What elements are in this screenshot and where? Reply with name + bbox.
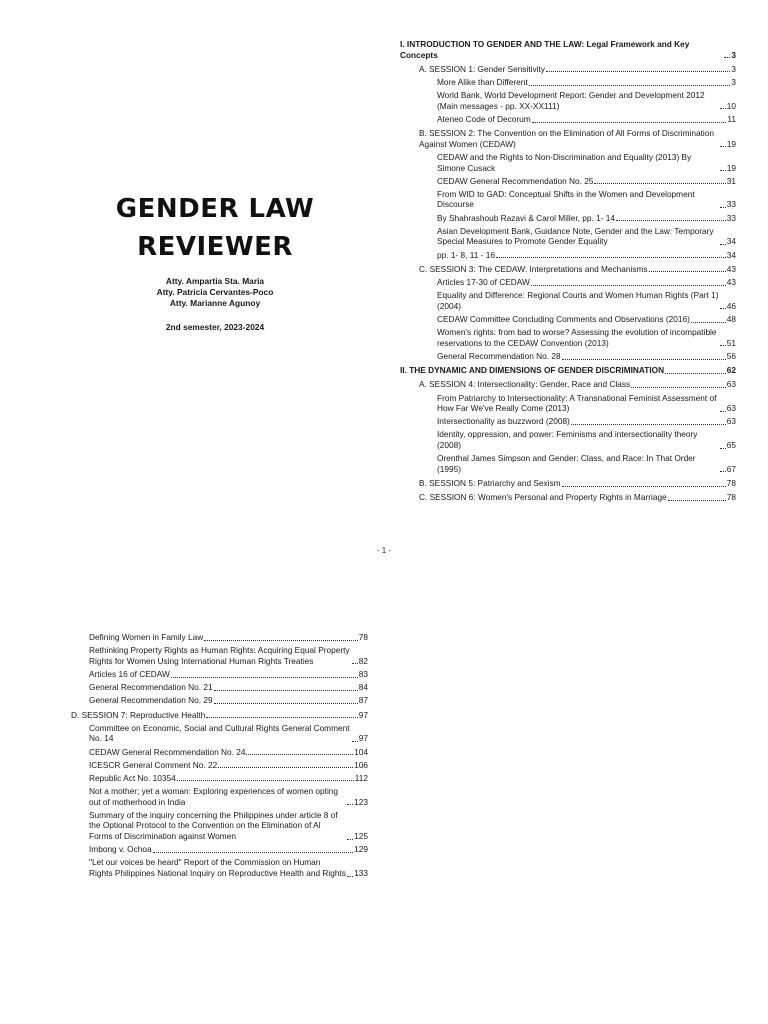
toc-leader-dots: [352, 663, 358, 664]
toc-entry[interactable]: [437, 152, 736, 173]
toc-leader-dots: [720, 146, 726, 147]
toc-page-number: 48: [726, 313, 736, 324]
toc-entry[interactable]: [400, 365, 736, 376]
toc-leader-dots: [720, 411, 726, 412]
toc-entry[interactable]: [437, 176, 736, 187]
toc-page-number: 51: [726, 337, 736, 348]
author-name: Atty. Patricia Cervantes-Poco: [156, 287, 274, 297]
toc-entry-title: Imbong v. Ochoa: [89, 844, 152, 855]
document-title-line-1: GENDER LAW: [115, 194, 315, 224]
toc-entry[interactable]: [89, 786, 368, 807]
toc-entry-title: Committee on Economic, Social and Cultural Rights General Comment No. 14: [89, 722, 350, 744]
toc-entry[interactable]: [437, 77, 736, 88]
toc-entry[interactable]: [437, 250, 736, 261]
toc-leader-dots: [532, 122, 727, 123]
toc-page-number: 112: [354, 772, 368, 783]
toc-entry-title: A. SESSION 4: Intersectionality: Gender, Race and Class: [419, 379, 631, 390]
toc-leader-dots: [218, 767, 353, 768]
toc-entry-title: General Recommendation No. 21: [89, 682, 213, 693]
toc-page-number: 3: [731, 76, 736, 87]
toc-leader-dots: [214, 703, 358, 704]
toc-page-number: 82: [358, 655, 368, 666]
toc-leader-dots: [571, 424, 726, 425]
toc-leader-dots: [720, 108, 726, 109]
toc-entry-title: Women's rights: from bad to worse? Assessing the evolution of incompatible reservations to the CEDAW Convention (2013): [437, 327, 717, 348]
toc-page-number: 34: [726, 236, 736, 247]
toc-entry-title: CEDAW General Recommendation No. 25: [437, 175, 594, 186]
toc-leader-dots: [720, 308, 726, 309]
table-of-contents: [400, 39, 736, 503]
toc-page-number: 63: [726, 379, 736, 390]
toc-leader-dots: [720, 448, 726, 449]
toc-entry[interactable]: [89, 682, 368, 693]
toc-entry-title: CEDAW General Recommendation No. 24: [89, 746, 246, 757]
toc-page-number: 78: [358, 632, 368, 642]
toc-leader-dots: [649, 271, 726, 272]
toc-page-number: 62: [726, 365, 736, 376]
toc-page-number: 63: [726, 403, 736, 414]
toc-leader-dots: [665, 373, 726, 374]
toc-page-number: 10: [726, 100, 736, 111]
toc-entry[interactable]: [419, 379, 736, 390]
toc-entry-title: Articles 17-30 of CEDAW: [437, 277, 530, 287]
toc-entry-title: Intersectionality as buzzword (2008): [437, 416, 570, 427]
toc-entry-title: From WID to GAD: Conceptual Shifts in the Women and Development Discourse: [437, 188, 695, 210]
toc-entry[interactable]: [400, 39, 736, 60]
toc-leader-dots: [352, 741, 358, 742]
toc-leader-dots: [631, 387, 726, 388]
toc-page-number: 63: [726, 416, 736, 427]
toc-entry-title: Not a mother; yet a woman: Exploring experiences of women opting out of motherhood in India: [89, 786, 339, 807]
toc-entry-title: "Let our voices be heard" Report of the Commission on Human Rights Philippines National Inquiry on Reproductive Health and Rights: [89, 857, 346, 878]
toc-entry-title: Identity, oppression, and power: Feminisms and intersectionality theory (2008): [437, 429, 698, 451]
toc-entry[interactable]: [89, 773, 368, 784]
toc-page-number: 46: [726, 300, 736, 311]
toc-entry-title: II. THE DYNAMIC AND DIMENSIONS OF GENDER DISCRIMINATION: [400, 365, 665, 376]
toc-entry-title: Rethinking Property Rights as Human Rights: Acquiring Equal Property Rights for Women Using International Human Rights Treaties: [89, 645, 350, 666]
toc-entry[interactable]: [437, 314, 736, 325]
toc-leader-dots: [720, 170, 726, 171]
table-of-contents-continued: [52, 632, 368, 879]
toc-entry[interactable]: [89, 632, 368, 643]
toc-entry-title: C. SESSION 6: Women's Personal and Property Rights in Marriage: [419, 492, 667, 503]
author-list: [90, 276, 340, 309]
toc-entry[interactable]: [437, 277, 736, 288]
toc-page-number: 31: [726, 175, 736, 186]
toc-page-number: 65: [726, 440, 736, 451]
toc-entry[interactable]: [89, 810, 368, 842]
toc-page-number: 129: [354, 844, 368, 855]
toc-entry-title: By Shahrashoub Razavi & Carol Miller, pp. 1- 14: [437, 212, 616, 223]
toc-page-number: 3: [731, 63, 736, 74]
toc-leader-dots: [594, 183, 725, 184]
toc-page-number: 133: [354, 868, 368, 878]
toc-entry[interactable]: [89, 723, 368, 744]
toc-entry-title: Articles 16 of CEDAW: [89, 668, 170, 679]
toc-entry-title: CEDAW and the Rights to Non-Discrimination and Equality (2013) By Simone Cusack: [437, 151, 692, 173]
toc-entry-title: Orenthal James Simpson and Gender; Class, and Race: In That Order (1995): [437, 453, 696, 474]
toc-entry[interactable]: [89, 857, 368, 878]
toc-page-number: 106: [354, 759, 368, 770]
toc-entry-title: I. INTRODUCTION TO GENDER AND THE LAW: Legal Framework and Key Concepts: [400, 39, 690, 60]
page-number: - 1 -: [376, 546, 392, 555]
document-title-line-2: REVIEWER: [137, 232, 293, 262]
author-name: Atty. Marianne Agunoy: [169, 298, 261, 308]
toc-leader-dots: [668, 500, 726, 501]
toc-page-number: 3: [731, 49, 736, 60]
toc-entry-title: Equality and Difference: Regional Courts and Women Human Rights (Part 1) (2004): [437, 290, 719, 311]
toc-entry[interactable]: [437, 114, 736, 125]
toc-entry[interactable]: [437, 189, 736, 210]
toc-entry[interactable]: [419, 64, 736, 75]
toc-page-number: 84: [358, 682, 368, 693]
toc-page-number: 11: [727, 113, 736, 124]
toc-leader-dots: [206, 717, 358, 718]
toc-page-number: 67: [726, 463, 736, 474]
toc-page-number: 43: [726, 277, 736, 287]
toc-entry-title: D. SESSION 7: Reproductive Health: [71, 709, 206, 720]
toc-entry[interactable]: [437, 453, 736, 474]
toc-entry[interactable]: [419, 492, 736, 503]
toc-leader-dots: [496, 257, 726, 258]
toc-entry-title: Asian Development Bank, Guidance Note, Gender and the Law: Temporary Special Measures to Promote Gender Equality: [437, 225, 714, 247]
toc-leader-dots: [246, 754, 353, 755]
toc-entry[interactable]: [89, 669, 368, 680]
toc-entry-title: General Recommendation No. 28: [437, 350, 561, 361]
toc-leader-dots: [546, 71, 730, 72]
toc-leader-dots: [171, 677, 358, 678]
toc-entry[interactable]: [437, 429, 736, 450]
toc-entry[interactable]: [89, 645, 368, 666]
toc-entry[interactable]: [71, 710, 368, 721]
toc-leader-dots: [531, 285, 726, 286]
toc-entry-title: From Patriarchy to Intersectionality: A Transnational Feminist Assessment of How Far We've Really Come (2013): [437, 392, 717, 414]
toc-page-number: 19: [726, 138, 736, 149]
toc-leader-dots: [562, 359, 726, 360]
toc-leader-dots: [720, 345, 726, 346]
toc-leader-dots: [720, 207, 726, 208]
toc-leader-dots: [691, 322, 726, 323]
toc-entry[interactable]: [89, 695, 368, 706]
toc-leader-dots: [347, 876, 353, 877]
toc-entry[interactable]: [437, 327, 736, 348]
toc-entry[interactable]: [437, 416, 736, 427]
toc-page-number: 56: [726, 350, 736, 361]
toc-page-number: 87: [358, 695, 368, 706]
toc-leader-dots: [529, 85, 731, 86]
toc-entry-title: World Bank, World Development Report: Gender and Development 2012 (Main messages - pp. XX-XX111): [437, 90, 705, 111]
toc-leader-dots: [214, 690, 358, 691]
toc-page-number: 104: [354, 746, 368, 757]
toc-page-number: 19: [726, 162, 736, 173]
toc-page-number: 78: [726, 492, 736, 503]
toc-page-number: 97: [358, 709, 368, 720]
toc-page-number: 123: [354, 796, 368, 807]
toc-leader-dots: [724, 57, 730, 58]
toc-leader-dots: [720, 471, 726, 472]
toc-page-number: 125: [354, 831, 368, 842]
toc-entry[interactable]: [437, 213, 736, 224]
toc-leader-dots: [177, 780, 354, 781]
toc-entry[interactable]: [437, 226, 736, 247]
toc-entry[interactable]: [437, 351, 736, 362]
toc-page-number: 33: [726, 199, 736, 210]
toc-leader-dots: [720, 244, 726, 245]
toc-entry-title: ICESCR General Comment No. 22: [89, 759, 218, 770]
toc-entry[interactable]: [437, 290, 736, 311]
toc-page-number: 78: [726, 478, 736, 489]
toc-entry-title: B. SESSION 5: Patriarchy and Sexism: [419, 478, 561, 489]
toc-page-number: 33: [726, 212, 736, 223]
toc-entry[interactable]: [89, 844, 368, 855]
toc-entry-title: Republic Act No. 10354: [89, 772, 176, 783]
toc-entry-title: CEDAW Committee Concluding Comments and Observations (2016): [437, 313, 690, 324]
toc-entry[interactable]: [419, 264, 736, 275]
toc-entry[interactable]: [419, 128, 736, 149]
toc-entry[interactable]: [419, 478, 736, 489]
toc-entry-title: A. SESSION 1: Gender Sensitivity: [419, 63, 545, 74]
toc-leader-dots: [347, 839, 353, 840]
toc-entry-title: Summary of the inquiry concerning the Philippines under article 8 of the Optional Protocol to the Convention on the Elimination of Al Forms of Discrimination against Women: [89, 809, 338, 842]
toc-page-number: 34: [726, 249, 736, 260]
toc-page-number: 43: [726, 263, 736, 274]
toc-leader-dots: [616, 220, 726, 221]
toc-leader-dots: [347, 804, 353, 805]
toc-entry-title: C. SESSION 3: The CEDAW: Interpretations and Mechanisms: [419, 263, 648, 274]
toc-entry-title: More Alike than Different: [437, 76, 528, 87]
toc-entry[interactable]: [437, 393, 736, 414]
toc-entry[interactable]: [89, 760, 368, 771]
toc-entry[interactable]: [437, 90, 736, 111]
author-name: Atty. Ampartia Sta. Maria: [165, 276, 265, 286]
semester-label: 2nd semester, 2023-2024: [165, 322, 265, 332]
toc-entry-title: B. SESSION 2: The Convention on the Elimination of All Forms of Discrimination Against Women (CEDAW): [419, 128, 714, 149]
toc-entry-title: pp. 1- 8, 11 - 16: [437, 249, 495, 260]
toc-entry-title: Ateneo Code of Decorum: [437, 113, 531, 124]
toc-entry-title: General Recommendation No. 29: [89, 695, 213, 706]
toc-leader-dots: [153, 852, 354, 853]
toc-page-number: 97: [358, 733, 368, 744]
toc-leader-dots: [562, 486, 726, 487]
toc-entry[interactable]: [89, 747, 368, 758]
toc-leader-dots: [204, 640, 358, 641]
cover-block: [90, 190, 340, 332]
toc-page-number: 83: [358, 668, 368, 679]
toc-entry-title: Defining Women in Family Law: [89, 632, 204, 642]
